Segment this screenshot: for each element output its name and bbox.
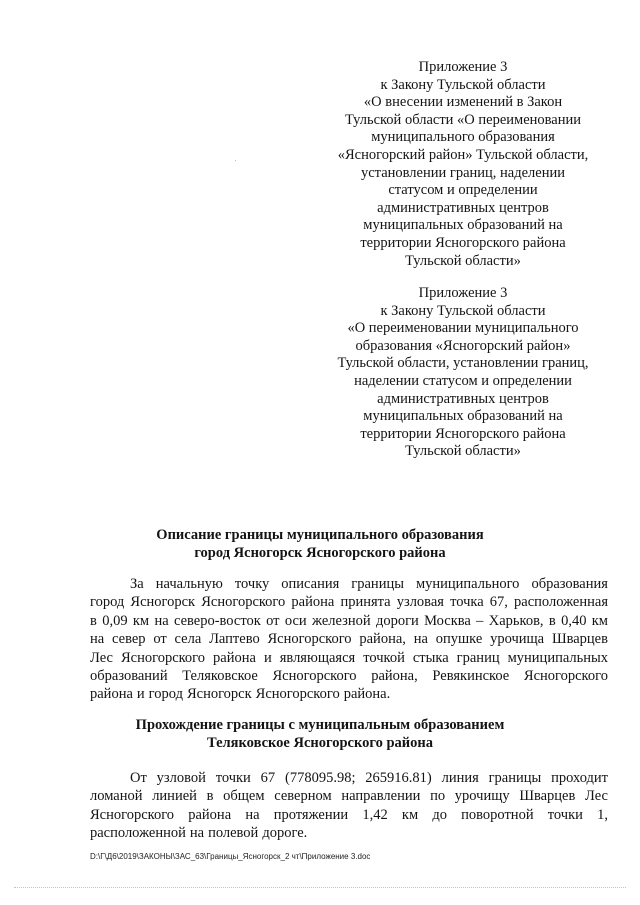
word: муниципальных [507, 649, 608, 666]
word: направлении [341, 788, 421, 805]
word: района [188, 806, 232, 823]
annex-heading-current [318, 59, 608, 270]
annex-line: «О внесении изменений в Закон [363, 94, 563, 111]
word: образований [90, 668, 168, 685]
word: город [148, 686, 183, 703]
section-title-line: город Ясногорск Ясногорского района [194, 545, 446, 561]
word: по [430, 788, 446, 805]
section-title-boundary-description [30, 526, 610, 562]
word: стыка [412, 649, 449, 666]
word: границ [456, 649, 500, 666]
annex-line: статусом и определении [388, 182, 538, 199]
section-title-line: Прохождение границы с муниципальным образованием [135, 717, 505, 733]
word: 0,40 [561, 612, 587, 629]
section-title-line: Теляковское Ясногорского района [206, 735, 434, 751]
paragraph-line [90, 769, 608, 787]
word: 67, [489, 594, 508, 611]
word: района [90, 686, 133, 703]
word: района, [359, 631, 406, 648]
word: района [213, 649, 256, 666]
word: узловой [156, 770, 206, 786]
paragraph-line [90, 685, 608, 703]
word: город [90, 594, 125, 611]
document-file-path: D:\Г\Д6\2019\ЗАКОНЫ\ЗАС_63\Границы_Ясногорск_2 чт\Приложение 3.doc [90, 852, 371, 861]
word: границы [488, 770, 542, 786]
annex-line: муниципальных образований на [363, 217, 563, 234]
word: урочищу [454, 788, 510, 805]
word: опушке [435, 631, 483, 648]
word: расположенная [514, 594, 608, 611]
word: точки [547, 806, 583, 823]
annex-line: Тульской области, установлении границ, [337, 355, 589, 372]
annex-line: к Закону Тульской области [380, 76, 546, 93]
word: (778095.98; [284, 770, 356, 786]
word: на [413, 631, 428, 648]
word: в [206, 788, 214, 805]
word: полевой [208, 825, 259, 842]
word: описания [281, 576, 340, 592]
paragraph-line [90, 649, 608, 667]
word: дороге. [262, 825, 308, 842]
word: урочища [490, 631, 545, 648]
word: поворотной [461, 806, 534, 823]
word: Ясногорского [523, 668, 608, 685]
word: линией [152, 788, 197, 805]
scan-artifact-line [14, 887, 626, 888]
word: Ясногорск [186, 686, 252, 703]
word: линия [441, 770, 479, 786]
word: Ясногорского [90, 806, 175, 823]
word: района [291, 594, 335, 611]
word: села [174, 631, 202, 648]
paragraph-line [90, 806, 608, 824]
word: точку [234, 576, 270, 592]
word: Лес [585, 788, 608, 805]
word: в [548, 612, 556, 629]
word: 67 [260, 770, 276, 786]
word: муниципального [415, 576, 520, 592]
word: Ясногорск [130, 594, 196, 611]
word: Теляковское [182, 668, 258, 685]
scan-speck [235, 160, 236, 161]
annex-line: к Закону Тульской области [380, 302, 546, 319]
word: км [132, 612, 150, 629]
word: северо-восток [173, 612, 261, 629]
word: на [154, 612, 169, 629]
word: границы [351, 576, 404, 592]
annex-line: «О переименовании муниципального [347, 320, 579, 337]
paragraph-line [90, 630, 608, 648]
word: Шварцев [519, 788, 576, 805]
annex-line: территории Ясногорского района [360, 234, 566, 251]
word: Ясногорского [267, 631, 352, 648]
word: точка [450, 594, 484, 611]
annex-line: Тульской области» [405, 443, 521, 460]
annex-line: административных центров [377, 390, 549, 407]
section-title-telyakovskoe-boundary [30, 716, 610, 752]
word: оси [284, 612, 307, 629]
annex-line: Тульской области» [405, 252, 521, 269]
annex-line: образования «Ясногорский район» [355, 337, 571, 354]
annex-line: административных центров [377, 199, 549, 216]
word: ломаной [90, 788, 143, 805]
word: км [401, 806, 419, 823]
word: север [112, 631, 146, 648]
word: 1,42 [362, 806, 388, 823]
word: Ясногорского [201, 594, 286, 611]
paragraph-line [90, 575, 608, 593]
word: узловая [396, 594, 444, 611]
word: 265916.81) [365, 770, 432, 786]
word: и [136, 686, 145, 703]
paragraph-line [90, 593, 608, 611]
word: Ясногорского [272, 668, 357, 685]
word: от [266, 612, 280, 629]
word: образования [531, 576, 608, 592]
word: начальную [155, 576, 223, 592]
annex-heading-original [318, 285, 608, 461]
word: принята [340, 594, 391, 611]
boundary-start-paragraph [90, 575, 608, 704]
annex-line: Приложение 3 [418, 59, 508, 75]
paragraph-line [90, 787, 608, 805]
word: протяжении [273, 806, 349, 823]
word: района. [343, 686, 391, 703]
word: от [153, 631, 167, 648]
word: точки [215, 770, 251, 786]
word: до [432, 806, 447, 823]
annex-line: Приложение 3 [418, 285, 508, 301]
word: на [245, 806, 260, 823]
word: общем [223, 788, 265, 805]
annex-line: наделении статусом и определении [354, 372, 572, 389]
annex-line: установлении границ, наделении [361, 164, 565, 181]
word: точкой [363, 649, 405, 666]
word: Ревякинское [432, 668, 510, 685]
word: Лес [90, 649, 113, 666]
word: Лаптево [209, 631, 260, 648]
word: От [130, 770, 147, 786]
word: Ясногорского [255, 686, 340, 703]
paragraph-line [90, 667, 608, 685]
word: проходит [551, 770, 608, 786]
annex-line: территории Ясногорского района [360, 425, 566, 442]
word: Шварцев [551, 631, 608, 648]
word: Харьков, [488, 612, 544, 629]
telyakovskoe-boundary-paragraph [90, 769, 608, 843]
section-title-line: Описание границы муниципального образования [156, 527, 484, 543]
word: Москва [424, 612, 471, 629]
word: и [263, 649, 272, 666]
paragraph-line [90, 824, 608, 842]
word: на [189, 825, 205, 842]
paragraph-line [90, 612, 608, 630]
word: района, [371, 668, 418, 685]
annex-line: муниципального образования [371, 129, 555, 146]
word: – [476, 612, 484, 629]
word: железной [312, 612, 371, 629]
annex-line: «Ясногорский район» Тульской области, [337, 146, 589, 163]
word: на [90, 631, 105, 648]
word: 0,09 [102, 612, 128, 629]
annex-line: Тульской области «О переименовании [344, 111, 582, 128]
word: За [130, 576, 144, 592]
word: северном [274, 788, 332, 805]
word: км [591, 612, 608, 629]
word: 1, [597, 806, 608, 823]
word: дороги [375, 612, 419, 629]
word: Ясногорского [120, 649, 206, 666]
word: в [90, 612, 97, 629]
annex-line: муниципальных образований на [363, 408, 563, 425]
word: являющаяся [279, 649, 356, 666]
word: расположенной [90, 825, 186, 842]
